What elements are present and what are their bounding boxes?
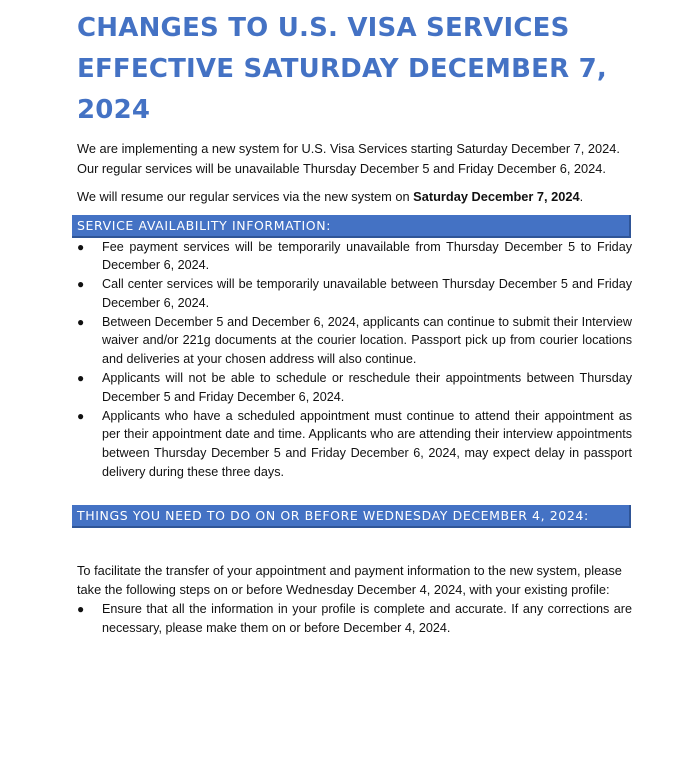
todo-list (77, 600, 632, 638)
bullet-icon: ● (77, 239, 85, 254)
list-item-text: Between December 5 and December 6, 2024, applicants can continue to submit their Interview waiver and/or 221g documents at the courier location. Passport pick up from courier locations and deliveries at your chosen address will also continue. (102, 314, 632, 367)
resume-date: Saturday December 7, 2024 (413, 189, 580, 204)
list-item-text: Applicants will not be able to schedule or reschedule their appointments between Thursday December 5 and Friday December 6, 2024. (102, 371, 632, 404)
list-item-text: Fee payment services will be temporarily unavailable from Thursday December 5 to Friday December 6, 2024. (102, 239, 632, 273)
list-item-text: Ensure that all the information in your profile is complete and accurate. If any corrections are necessary, please make them on or before December 4, 2024. (102, 601, 632, 635)
list-item (77, 407, 632, 482)
document-page (77, 8, 632, 637)
list-item-text: Call center services will be temporarily unavailable between Thursday December 5 and Friday December 6, 2024. (102, 277, 632, 310)
document-title: CHANGES TO U.S. VISA SERVICES EFFECTIVE SATURDAY DECEMBER 7, 2024 (77, 13, 607, 125)
todo-intro-paragraph: To facilitate the transfer of your appointment and payment information to the new system, please take the following steps on or before Wednesday December 4, 2024, with your existing profile: (77, 562, 622, 598)
resume-paragraph (77, 187, 632, 207)
bullet-icon: ● (77, 314, 85, 329)
list-item-text: Applicants who have a scheduled appointment must continue to attend their appointment as per their appointment date and time. Applicants who are attending their interview appointments between Thursday December 5 and Friday December 6, 2024, may expect delay in passport delivery during these three days. (102, 408, 632, 480)
availability-list (77, 238, 632, 482)
list-item (77, 313, 632, 369)
resume-prefix: We will resume our regular services via the new system on (77, 189, 414, 204)
bullet-icon: ● (77, 408, 85, 423)
section-heading-todo: THINGS YOU NEED TO DO ON OR BEFORE WEDNESDAY DECEMBER 4, 2024: (72, 505, 631, 528)
intro-paragraph: We are implementing a new system for U.S. Visa Services starting Saturday December 7, 2024. Our regular services will be unavailable Thursday December 5 and Friday December 6, 2024. (77, 141, 620, 176)
bullet-icon: ● (77, 601, 85, 616)
bullet-icon: ● (77, 277, 85, 292)
section-heading-availability: SERVICE AVAILABILITY INFORMATION: (72, 215, 631, 238)
list-item (77, 275, 632, 313)
bullet-icon: ● (77, 371, 85, 386)
resume-suffix: . (579, 189, 584, 204)
list-item (77, 369, 632, 407)
list-item (77, 600, 632, 638)
list-item (77, 238, 632, 276)
